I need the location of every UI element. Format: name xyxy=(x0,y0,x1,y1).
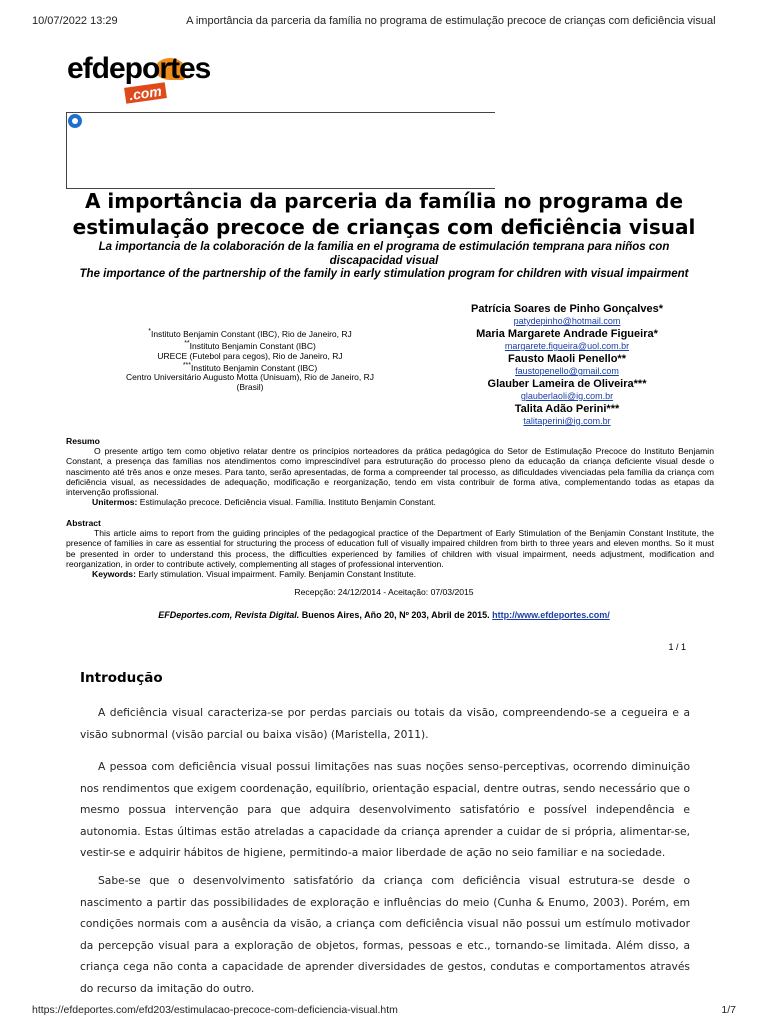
affiliation-line: **Instituto Benjamin Constant (IBC) xyxy=(184,339,316,351)
citation xyxy=(0,610,768,620)
affiliation-line: *Instituto Benjamin Constant (IBC), Rio de Janeiro, RJ xyxy=(148,328,352,339)
affiliation-line: ***Instituto Benjamin Constant (IBC) xyxy=(182,361,318,373)
body-paragraph: Sabe-se que o desenvolvimento satisfatório da criança com deficiência visual estrutura-se desde o nascimento a partir das possibilidades de exploração e influências do meio (Cunha & Enumo, 2003). Porém, em condições normais com a ausência da visão, a criança com deficiência visual não possui um estímulo motivador da percepção visual para a exploração de objetos, formas, pessoas e etc., tornando-se limitada. Além disso, a criança cega não conta a capacidade de aprender diversidades de gestos, condutas e comportamentos através do recurso da imitação do outro. xyxy=(80,874,690,995)
abstract-heading: Resumo xyxy=(66,436,100,446)
article-subtitle-en: The importance of the partnership of the family in early stimulation program for children with visual impairment xyxy=(79,268,689,280)
author-name: Patrícia Soares de Pinho Gonçalves* xyxy=(471,303,663,315)
ad-choices-icon[interactable] xyxy=(68,114,82,128)
affiliations xyxy=(110,327,390,392)
author-email-link[interactable]: faustopenello@gmail.com xyxy=(515,366,619,376)
print-datetime: 10/07/2022 13:29 xyxy=(32,15,118,27)
affiliation-line: Centro Universitário Augusto Motta (Unisuam), Rio de Janeiro, RJ xyxy=(125,372,375,383)
print-footer xyxy=(32,1004,736,1016)
abstract-heading: Abstract xyxy=(66,518,101,528)
author-name: Maria Margarete Andrade Figueira* xyxy=(476,328,658,340)
author-email-link[interactable]: talitaperini@ig.com.br xyxy=(523,416,611,426)
logo-com-tag: .com xyxy=(124,82,167,104)
body-paragraph: A deficiência visual caracteriza-se por perdas parciais ou totais da visão, compreendendo-se a cegueira e a visão subnormal (visão parcial ou baixa visão) (Maristella, 2011). xyxy=(80,706,690,741)
affiliation-line: URECE (Futebol para cegos), Rio de Janeiro, RJ xyxy=(157,350,343,361)
author-email-link[interactable]: patydepinho@hotmail.com xyxy=(513,316,621,326)
pager: 1 / 1 xyxy=(668,642,686,652)
article-subtitle-es: La importancia de la colaboración de la familia en el programa de estimulación temprana para niños con discapacidad visual xyxy=(98,241,670,267)
reception-dates: Recepção: 24/12/2014 - Aceitação: 07/03/2015 xyxy=(294,587,474,597)
section-title: Introdução xyxy=(80,670,163,686)
logo-text: efdeportes xyxy=(67,52,211,85)
site-link[interactable]: http://www.efdeportes.com/ xyxy=(492,610,610,620)
author-list xyxy=(440,303,694,428)
keywords: Keywords: Early stimulation. Visual impairment. Family. Benjamin Constant Institute. xyxy=(92,569,416,580)
abstract-en xyxy=(66,518,714,579)
abstract-pt xyxy=(66,436,714,507)
site-logo[interactable] xyxy=(67,52,211,104)
author-email-link[interactable]: margarete.figueira@uol.com.br xyxy=(504,341,630,351)
citation-details: Buenos Aires, Año 20, Nº 203, Abril de 2015. xyxy=(299,610,493,620)
body-paragraph: A pessoa com deficiência visual possui limitações nas suas noções senso-perceptivas, ocorrendo diminuição nos rendimentos que exigem coordenação, equilíbrio, orientação espacial, dentre outras, sendo necessário que o mesmo possua intervenção para que adquira desenvolvimento satisfatório e possível independência e autonomia. Estas últimas estão atreladas a capacidade da criança aprender a cuidar de si própria, alimentar-se, vestir-se e adquirir hábitos de higiene, permitindo-a maior liberdade de ação no seio familiar e na sociedade. xyxy=(80,760,690,859)
print-page-title: A importância da parceria da família no programa de estimulação precoce de crianças com deficiência visual xyxy=(186,15,716,27)
magazine-name: EFDeportes.com, Revista Digital. xyxy=(158,610,300,620)
author-name: Talita Adão Perini*** xyxy=(514,403,620,415)
keywords: Unitermos: Estimulação precoce. Deficiência visual. Família. Instituto Benjamin Constant. xyxy=(92,497,436,508)
abstract-text: O presente artigo tem como objetivo relatar dentre os princípios norteadores da prática pedagógica do Setor de Estimulação Precoce do Instituto Benjamin Constant, a presença das famílias nos atendimentos como imprescindível para estruturação do processo pleno da educação da criança deficiente visual desde o nascimento até três anos e onze meses. Para tanto, serão apresentadas, de forma a compreender tal processo, as dificuldades vivenciadas pela família da criança com deficiência visual, as necessidades de adequação, modificação e reorganização, tendo em vista contribuir de forma ativa, complementando todas as etapas da intervenção profissional. xyxy=(66,446,714,498)
affiliation-line: (Brasil) xyxy=(236,382,264,393)
abstract-text: This article aims to report from the guiding principles of the pedagogical practice of the Department of Early Stimulation of the Benjamin Constant Institute, the presence of families in care as essential for structuring the process of education full of visually impaired children from birth to three years and eleven months. So it must be presented in order to understand this process, the difficulties experienced by families of children with visual impairment, needs adjustment, modification and reorganization, in order to contribute actively, complementing all stages of professional intervention. xyxy=(66,528,714,569)
print-url: https://efdeportes.com/efd203/estimulacao-precoce-com-deficiencia-visual.htm xyxy=(32,1004,398,1016)
article-title: A importância da parceria da família no programa de estimulação precoce de crianças com deficiência visual xyxy=(72,189,696,239)
author-email-link[interactable]: glauberlaoli@ig.com.br xyxy=(520,391,614,401)
author-name: Fausto Maoli Penello** xyxy=(508,353,626,365)
print-header xyxy=(32,15,736,27)
ad-frame[interactable] xyxy=(66,112,495,189)
author-name: Glauber Lameira de Oliveira*** xyxy=(487,378,647,390)
print-page-number: 1/7 xyxy=(721,1004,736,1016)
